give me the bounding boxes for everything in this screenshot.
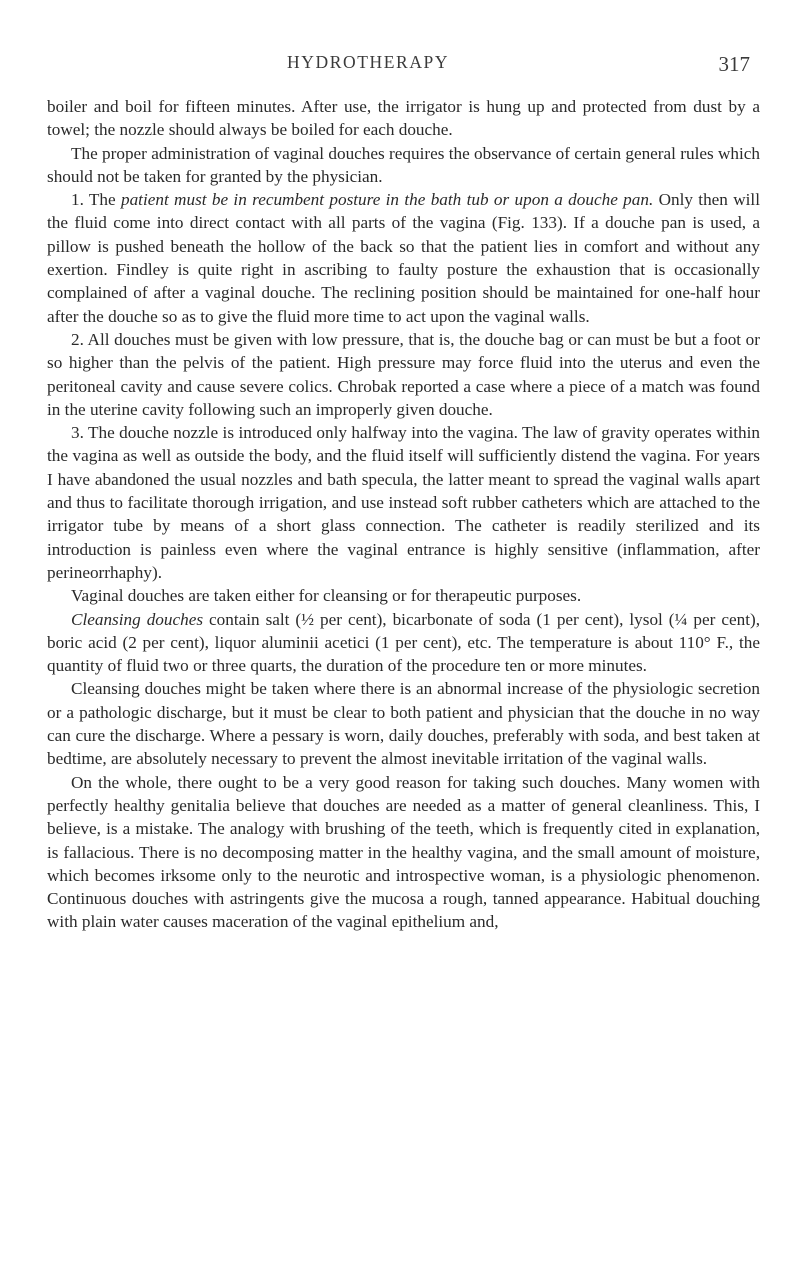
paragraph-rule-2 xyxy=(47,328,760,421)
paragraph-rules-intro xyxy=(47,142,760,189)
paragraph-rule-3 xyxy=(47,421,760,584)
paragraph-text: 3. The douche nozzle is introduced only halfway into the vagina. The law of gravity operates within the vagina as well as outside the body, and the fluid itself will sufficiently distend the vagina. For years I have abandoned the usual nozzles and bath specula, the latter meant to spread the vaginal walls apart and thus to facilitate thorough irrigation, and use instead soft rubber catheters which are attached to the irrigator tube by means of a short glass connection. The catheter is readily sterilized and its introduction is painless even where the vaginal entrance is highly sensitive (inflammation, after perineorrhaphy). xyxy=(47,423,760,582)
paragraph-text: On the whole, there ought to be a very good reason for taking such douches. Many women with perfectly healthy genitalia believe that douches are needed as a matter of general cleanliness. This, I believe, is a mistake. The analogy with brushing of the teeth, which is frequently cited in explanation, is fallacious. There is no decomposing matter in the healthy vagina, and the small amount of moisture, which becomes irksome only to the neurotic and introspective woman, is a physiologic phenomenon. Continuous douches with astringents give the mucosa a rough, tanned appearance. Habitual douching with plain water causes maceration of the vaginal epithelium and, xyxy=(47,772,760,932)
paragraph-cleansing-douches xyxy=(47,608,760,678)
paragraph-douche-purposes xyxy=(47,584,760,607)
paragraph-text: Only then will the fluid come into direct contact with all parts of the vagina (Fig. 133). If a douche pan is used, a pillow is pushed beneath the hollow of the back so that the patient lies in comfort and without any exertion. Findley is quite right in ascribing to faulty posture the exhaustion that is occasionally complained of after a vaginal douche. The reclining position should be maintained for one-half hour after the douche so as to give the fluid more time to act upon the vaginal walls. xyxy=(47,190,760,326)
paragraph-text: 2. All douches must be given with low pressure, that is, the douche bag or can must be but a foot or so higher than the pelvis of the patient. High pressure may force fluid into the uterus and even the peritoneal cavity and cause severe colics. Chrobak reported a case where a piece of a match was found in the uterine cavity following such an improperly given douche. xyxy=(47,329,760,419)
paragraph-rule-1 xyxy=(47,188,760,328)
page-header xyxy=(0,52,800,82)
paragraph-continuation xyxy=(47,95,760,142)
running-head: HYDROTHERAPY xyxy=(287,52,450,72)
term-emphasis: Cleansing douches xyxy=(71,609,204,629)
rule-emphasis: patient must be in recumbent posture in the bath tub or upon a douche pan. xyxy=(120,190,654,210)
paragraph-on-the-whole xyxy=(47,771,760,934)
paragraph-text: Cleansing douches might be taken where there is an abnormal increase of the physiologic secretion or a pathologic discharge, but it must be clear to both patient and physician that the douche in no way can cure the discharge. Where a pessary is worn, daily douches, preferably with soda, and best taken at bedtime, are absolutely necessary to prevent the almost inevitable irritation of the vaginal walls. xyxy=(47,679,760,769)
paragraph-cleansing-use xyxy=(47,677,760,770)
paragraph-text: Vaginal douches are taken either for cleansing or for therapeutic purposes. xyxy=(71,586,582,606)
rule-lead: 1. The xyxy=(71,190,121,210)
paragraph-text: boiler and boil for fifteen minutes. After use, the irrigator is hung up and protected from dust by a towel; the nozzle should always be boiled for each douche. xyxy=(47,97,760,140)
body-text xyxy=(47,95,760,934)
paragraph-text: contain salt (½ per cent), bicarbonate of soda (1 per cent), lysol (¼ per cent), boric acid (2 per cent), liquor aluminii acetici (1 per cent), etc. The temperature is about 110° F., the quantity of fluid two or three quarts, the duration of the procedure ten or more minutes. xyxy=(47,609,760,676)
page-number: 317 xyxy=(718,52,750,76)
paragraph-text: The proper administration of vaginal douches requires the observance of certain general rules which should not be taken for granted by the physician. xyxy=(47,143,760,186)
